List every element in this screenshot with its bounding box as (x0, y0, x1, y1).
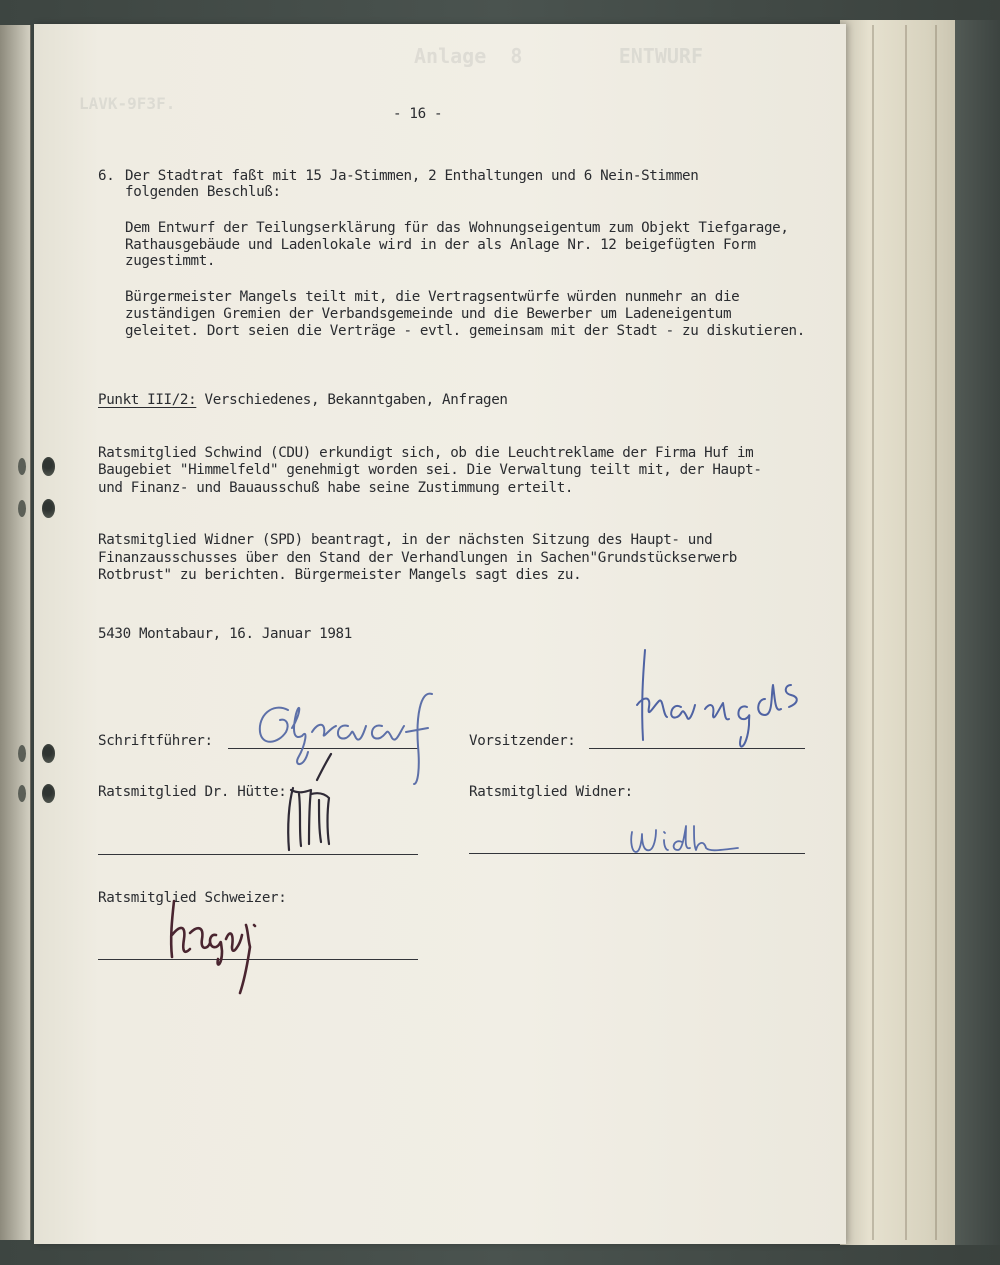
signature-widner (620, 818, 750, 868)
item-text-line: folgenden Beschluß: (125, 184, 281, 200)
item-text-line: Der Stadtrat faßt mit 15 Ja-Stimmen, 2 Enthaltungen und 6 Nein-Stimmen (125, 168, 699, 184)
signature-label-schweizer: Ratsmitglied Schweizer: (98, 890, 287, 906)
item-number: 6. (98, 168, 115, 184)
paragraph-line: Baugebiet "Himmelfeld" genehmigt worden sei. Die Verwaltung teilt mit, der Haupt- (98, 462, 762, 478)
signature-label-huette: Ratsmitglied Dr. Hütte: (98, 784, 287, 800)
paragraph-line: Ratsmitglied Schwind (CDU) erkundigt sich, ob die Leuchtreklame der Firma Huf im (98, 445, 754, 461)
paragraph-line: und Finanz- und Bauausschuß habe seine Zustimmung erteilt. (98, 480, 574, 496)
mayor-note-line: zuständigen Gremien der Verbandsgemeinde und die Bewerber um Ladeneigentum (125, 306, 732, 322)
agenda-heading (98, 392, 508, 409)
signature-label-widner: Ratsmitglied Widner: (469, 784, 633, 800)
signature-vorsitzender (615, 645, 815, 765)
punch-hole (18, 785, 26, 802)
punch-hole (18, 500, 26, 517)
page-edge-line (905, 25, 907, 1240)
signature-label-vorsitzender: Vorsitzender: (469, 733, 576, 749)
signature-schweizer (160, 895, 270, 1005)
page-number: - 16 - (393, 106, 443, 122)
signature-line (98, 854, 418, 855)
bleed-through-text: LAVK-9F3F. (79, 94, 176, 113)
bleed-through-text: Anlage 8 ENTWURF (414, 44, 703, 68)
punch-hole (18, 458, 26, 475)
paragraph-line: Finanzausschusses über den Stand der Verhandlungen in Sachen"Grundstückserwerb (98, 550, 737, 566)
agenda-title: Verschiedenes, Bekanntgaben, Anfragen (196, 392, 508, 408)
agenda-label: Punkt III/2: (98, 392, 197, 408)
facing-page-edge (0, 25, 31, 1240)
punch-hole (42, 744, 55, 763)
punch-hole (18, 745, 26, 762)
page-edge-line (872, 25, 874, 1240)
binder-cover-edge (955, 20, 1000, 1245)
place-date: 5430 Montabaur, 16. Januar 1981 (98, 626, 352, 642)
signature-label-schriftfuehrer: Schriftführer: (98, 733, 213, 749)
signature-huette (275, 750, 345, 860)
punch-hole (42, 499, 55, 518)
mayor-note-line: Bürgermeister Mangels teilt mit, die Vertragsentwürfe würden nunmehr an die (125, 289, 740, 305)
page-edge-line (935, 25, 937, 1240)
paragraph-line: Rotbrust" zu berichten. Bürgermeister Mangels sagt dies zu. (98, 567, 582, 583)
punch-hole (42, 784, 55, 803)
mayor-note-line: geleitet. Dort seien die Verträge - evtl. gemeinsam mit der Stadt - zu diskutieren. (125, 323, 805, 339)
paragraph-line: Ratsmitglied Widner (SPD) beantragt, in der nächsten Sitzung des Haupt- und (98, 532, 713, 548)
decision-line: Dem Entwurf der Teilungserklärung für das Wohnungseigentum zum Objekt Tiefgarage, (125, 220, 789, 236)
punch-hole (42, 457, 55, 476)
decision-line: zugestimmt. (125, 253, 216, 269)
decision-line: Rathausgebäude und Ladenlokale wird in der als Anlage Nr. 12 beigefügten Form (125, 237, 756, 253)
